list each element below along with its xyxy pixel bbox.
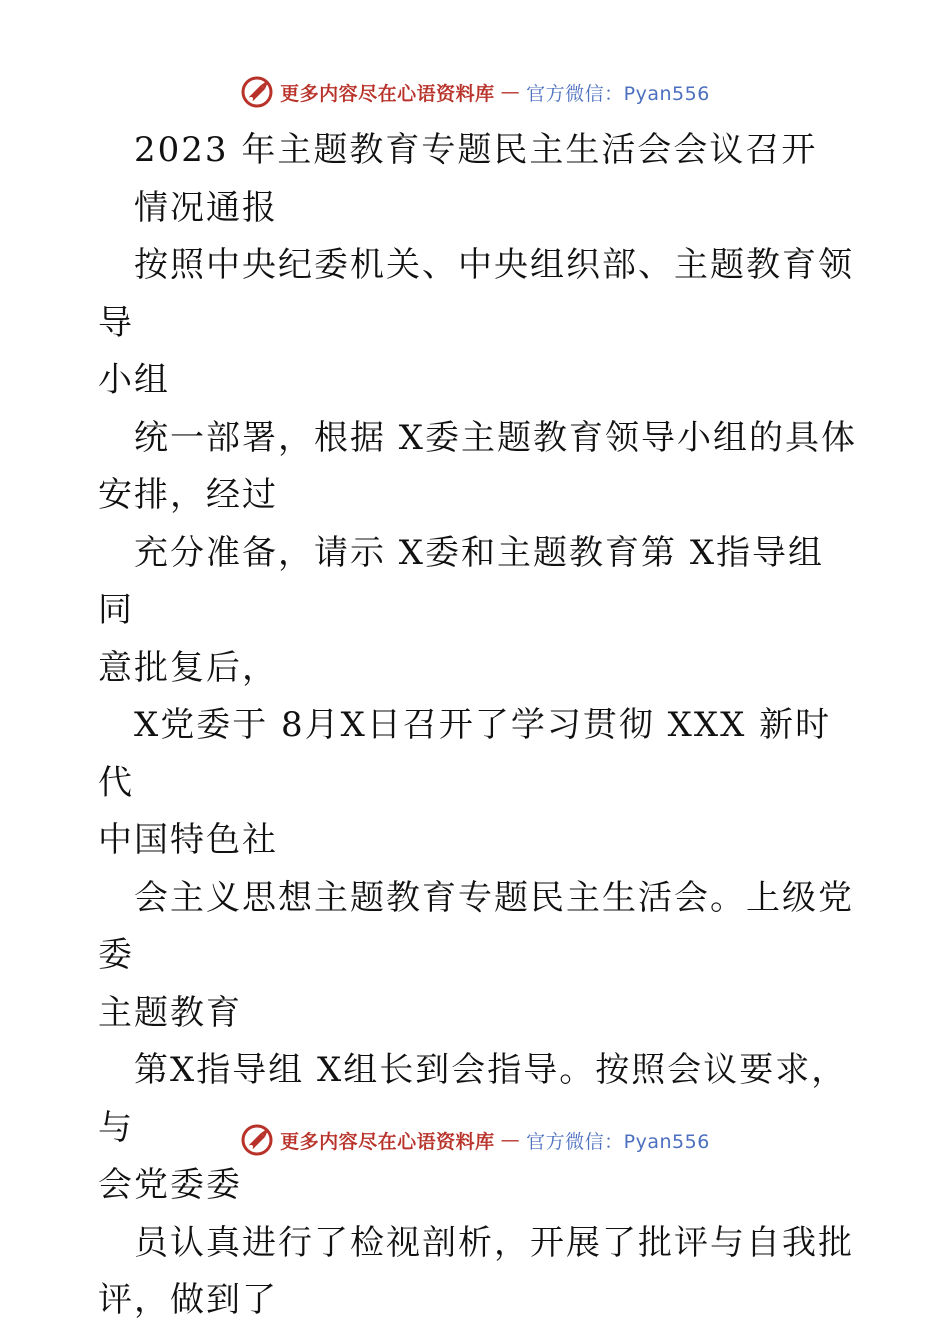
line-text: 按照中央纪委机关、中央组织部、主题教育领导 [98, 245, 854, 343]
line-text: 充分准备，请示 X委和主题教育第 X指导组同 [98, 532, 825, 630]
banner-contact-text: 官方微信：Pyan556 [526, 82, 710, 105]
document-line [98, 237, 858, 352]
line-text: 评，做到了 [98, 1280, 278, 1320]
document-line [98, 697, 858, 812]
document-line [98, 812, 858, 870]
line-text: 安排，经过 [98, 475, 278, 515]
document-line [98, 352, 858, 410]
document-line [98, 410, 858, 468]
line-text: 意批复后， [98, 647, 278, 688]
line-text: 小组 [98, 360, 170, 400]
banner-contact-text: 官方微信：Pyan556 [526, 1130, 710, 1153]
line-text: X党委于 8月X日召开了学习贯彻 XXX 新时代 [98, 705, 832, 803]
banner-separator: — [500, 81, 521, 103]
line-text: 员认真进行了检视剖析，开展了批评与自我批 [134, 1222, 854, 1263]
document-line [98, 1215, 858, 1273]
document-line [98, 122, 858, 180]
banner-separator: — [500, 1129, 521, 1151]
document-line [98, 180, 858, 238]
banner-main-text: 更多内容尽在心语资料库 [280, 1130, 495, 1153]
line-text: 主题教育 [98, 992, 242, 1033]
line-text: 会主义思想主题教育专题民主生活会。上级党委 [98, 877, 854, 975]
header-banner [0, 74, 950, 110]
line-text: 会党委委 [98, 1165, 242, 1205]
document-line [98, 525, 858, 640]
line-text: 情况通报 [134, 187, 278, 228]
document-line [98, 985, 858, 1043]
document-line [98, 1272, 858, 1330]
document-line [98, 1157, 858, 1215]
document-line [98, 640, 858, 698]
line-text: 第X指导组 X组长到会指导。按照会议要求，与 [98, 1050, 848, 1148]
document-line [98, 467, 858, 525]
banner-main-text: 更多内容尽在心语资料库 [280, 82, 495, 105]
line-text: 2023 年主题教育专题民主生活会会议召开 [134, 130, 818, 170]
document-line [98, 870, 858, 985]
red-seal-logo-icon [240, 75, 274, 109]
footer-banner [0, 1122, 950, 1158]
line-text: 统一部署，根据 X委主题教育领导小组的具体 [134, 417, 858, 458]
red-seal-logo-icon [240, 1123, 274, 1157]
line-text: 中国特色社 [98, 820, 278, 860]
